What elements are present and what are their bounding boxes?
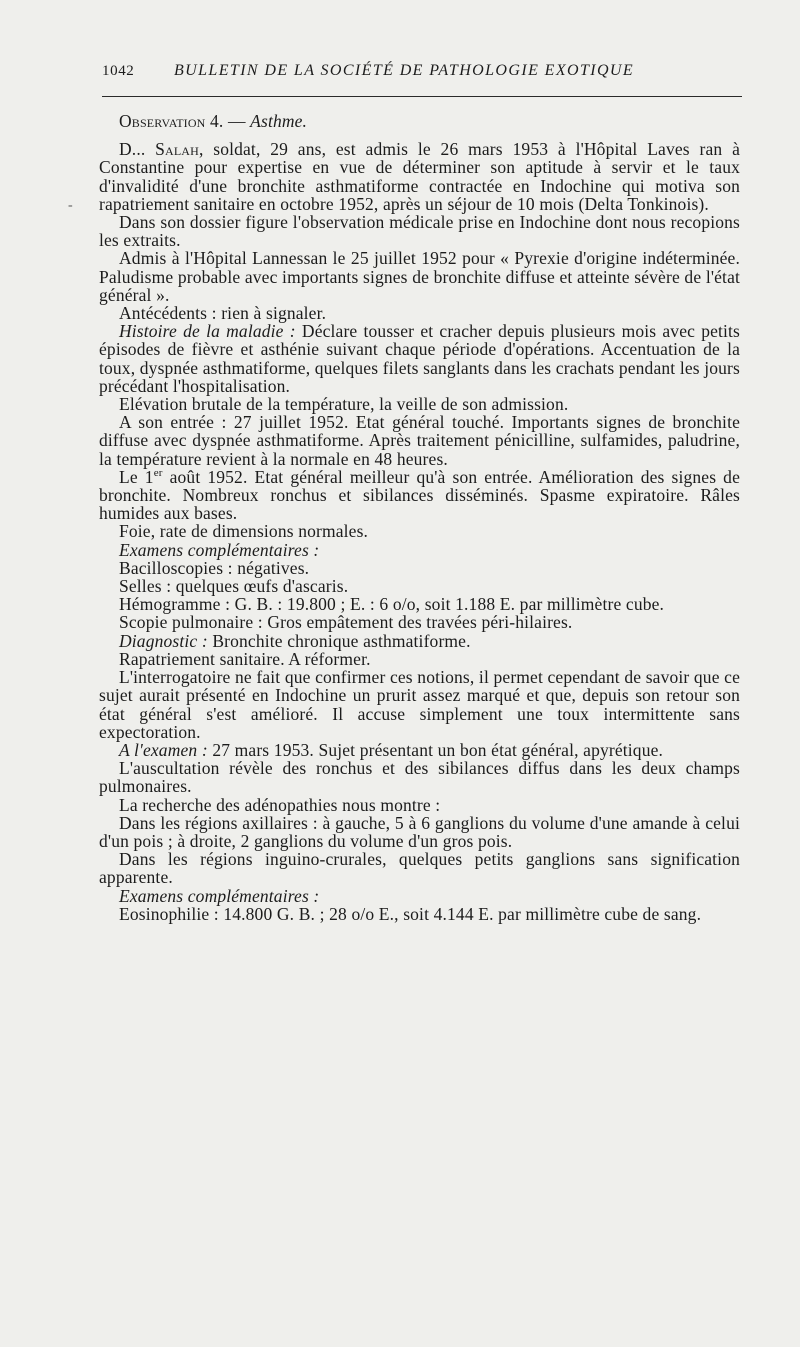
paragraph-text: Déclare tousser et cracher depuis plusieurs mois avec petits épisodes de fièvre et asthénie suivant chaque période d'opérations. Accentuation de la toux, dyspnée asthmatiforme, quelques filets sanglants dans les crachats pendant les jours précédant l'hospitalisation. [99, 321, 741, 396]
paragraph: Eosinophilie : 14.800 G. B. ; 28 o/o E., soit 4.144 E. par millimètre cube de sang. [119, 903, 702, 924]
paragraph: Admis à l'Hôpital Lannessan le 25 juillet 1952 pour « Pyrexie d'origine indéterminée. Paludisme probable avec importants signes de bronchite diffuse et atteinte sévère de l'état général ». [99, 248, 740, 305]
paragraph: Antécédents : rien à signaler. [119, 303, 327, 324]
paragraph: L'auscultation révèle des ronchus et des sibilances diffus dans les deux champs pulmonaires. [99, 758, 740, 797]
paragraph: La recherche des adénopathies nous montre : [119, 794, 441, 815]
paragraph: Selles : quelques œufs d'ascaris. [119, 576, 349, 597]
paragraph [99, 468, 740, 523]
observation-number: 4. [209, 111, 224, 131]
paragraph-text: soldat, 29 ans, est admis le 26 mars 1953 à l'Hôpital Laves ran à Constantine pour expertise en vue de déterminer son aptitude à servir et le taux d'invalidité d'une bronchite asthmatiforme contractée en Indochine qui motiva son rapatriement sanitaire en octobre 1952, après un séjour de 10 mois (Delta Tonkinois). [99, 139, 740, 214]
observation-dash: — [227, 111, 246, 131]
section-label: Diagnostic : [119, 630, 208, 651]
observation-disease: Asthme. [250, 111, 308, 131]
paragraph-text: août 1952. Etat général meilleur qu'à son entrée. Amélioration des signes de bronchite. Nombreux ronchus et sibilances disséminés. Spasme expiratoire. Râles humides aux bases. [99, 466, 741, 524]
paragraph [99, 632, 740, 650]
paragraph: Bacilloscopies : négatives. [119, 557, 310, 578]
paragraph-text: 27 mars 1953. Sujet présentant un bon état général, apyrétique. [207, 739, 664, 760]
paragraph: Scopie pulmonaire : Gros empâtement des travées péri-hilaires. [119, 612, 573, 633]
header-rule [102, 96, 742, 97]
paragraph: A son entrée : 27 juillet 1952. Etat général touché. Importants signes de bronchite diffuse avec dyspnée asthmatiforme. Après traitement pénicilline, sulfamides, paludrine, la température revient à la normale en 48 heures. [99, 412, 740, 469]
margin-mark: - [68, 198, 73, 213]
section-label: Examens complémentaires : [119, 539, 320, 560]
page-number: 1042 [102, 63, 135, 79]
paragraph-text: Le 1 [119, 466, 154, 487]
paragraph [99, 741, 740, 759]
paragraph: Dans les régions inguino-crurales, quelques petits ganglions sans signification apparente. [99, 849, 740, 888]
paragraph [99, 140, 740, 213]
journal-title: BULLETIN DE LA SOCIÉTÉ DE PATHOLOGIE EXOTIQUE [174, 62, 635, 79]
observation-heading [99, 112, 740, 130]
paragraph: Dans son dossier figure l'observation médicale prise en Indochine dont nous recopions les extraits. [99, 212, 740, 251]
paragraph: Elévation brutale de la température, la veille de son admission. [119, 394, 569, 415]
paragraph: Dans les régions axillaires : à gauche, 5 à 6 ganglions du volume d'une amande à celui d'un pois ; à droite, 2 ganglions du volume d'un gros pois. [99, 812, 740, 851]
article-body [99, 112, 740, 923]
section-label: Examens complémentaires : [119, 885, 320, 906]
paragraph: Rapatriement sanitaire. A réformer. [119, 648, 371, 669]
paragraph: Foie, rate de dimensions normales. [119, 521, 369, 542]
superscript: er [153, 467, 163, 480]
paragraph: Hémogramme : G. B. : 19.800 ; E. : 6 o/o, soit 1.188 E. par millimètre cube. [119, 594, 665, 615]
paragraph [99, 322, 740, 395]
paragraph-text: Bronchite chronique asthmatiforme. [207, 630, 471, 651]
running-header [102, 62, 742, 80]
patient-name: D... Salah, [119, 139, 204, 160]
paragraph: L'interrogatoire ne fait que confirmer ces notions, il permet cependant de savoir que ce sujet aurait présenté en Indochine un prurit assez marqué et que, depuis son retour son état général s'est amélioré. Il accuse simplement une toux intermittente sans expectoration. [99, 667, 740, 742]
section-label: Histoire de la maladie : [119, 321, 296, 342]
observation-label: Observation [119, 111, 206, 131]
section-label: A l'examen : [119, 739, 208, 760]
